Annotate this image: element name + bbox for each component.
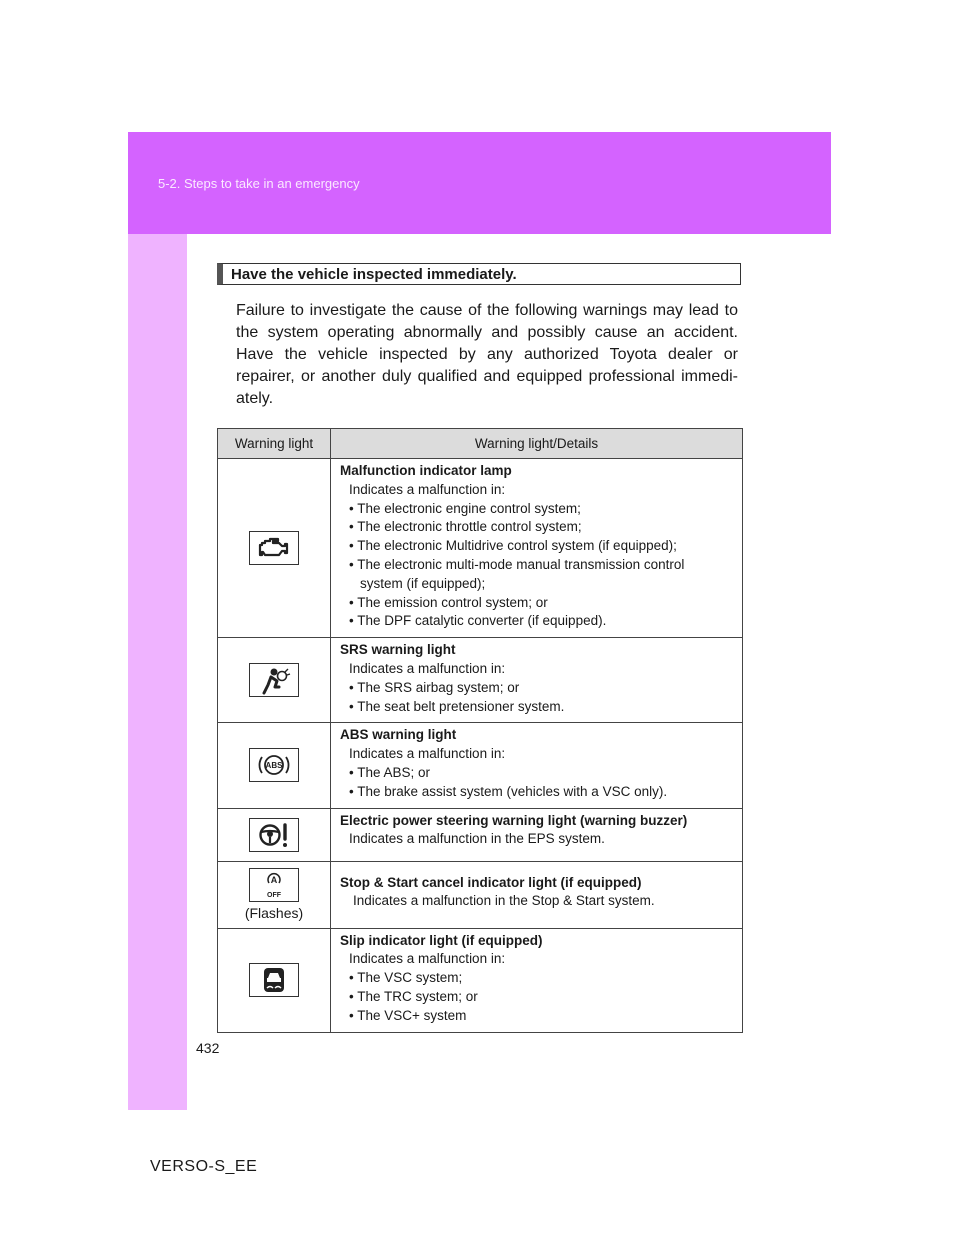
table-row (218, 459, 743, 638)
table-row (218, 638, 743, 723)
detail-line: system (if equipped); (360, 575, 486, 591)
airbag-icon (249, 663, 299, 697)
steering-warning-icon (249, 818, 299, 852)
detail-line: • The TRC system; or (349, 988, 478, 1004)
light-name: Electric power steering warning light (warning buzzer) (340, 812, 688, 828)
light-name: ABS warning light (340, 727, 457, 743)
detail-line: • The ABS; or (349, 764, 431, 780)
detail-line: • The electronic engine control system; (349, 500, 581, 516)
light-name: Slip indicator light (if equipped) (340, 932, 543, 948)
icon-cell (218, 638, 331, 723)
details-cell (331, 459, 743, 638)
table-row (218, 808, 743, 861)
icon-cell (218, 861, 331, 928)
slip-indicator-icon (249, 963, 299, 997)
details-cell (331, 723, 743, 808)
warning-light-table (217, 428, 743, 1033)
icon-cell (218, 808, 331, 861)
flashes-note: (Flashes) (244, 905, 304, 922)
icon-cell (218, 723, 331, 808)
side-band (128, 234, 187, 1110)
table-row (218, 861, 743, 928)
icon-cell (218, 928, 331, 1032)
details-cell (331, 861, 743, 928)
details-cell (331, 808, 743, 861)
icon-cell (218, 459, 331, 638)
caution-box (217, 263, 741, 285)
light-name: SRS warning light (340, 642, 456, 658)
detail-intro: Indicates a malfunction in: (349, 481, 506, 497)
detail-intro: Indicates a malfunction in the EPS system. (349, 831, 605, 847)
detail-line: • The electronic Multidrive control system (if equipped); (349, 538, 677, 554)
detail-line: • The emission control system; or (349, 594, 548, 610)
off-icon-text: OFF (267, 892, 281, 900)
table-row (218, 928, 743, 1032)
light-name: Stop & Start cancel indicator light (if equipped) (340, 874, 642, 890)
engine-icon (249, 531, 299, 565)
detail-line: • The VSC system; (349, 970, 463, 986)
detail-line: • The seat belt pretensioner system. (349, 698, 565, 714)
detail-intro: Indicates a malfunction in the Stop & Start system. (353, 893, 655, 909)
detail-intro: Indicates a malfunction in: (349, 660, 506, 676)
details-cell (331, 638, 743, 723)
stop-start-off-icon (249, 868, 299, 902)
detail-intro: Indicates a malfunction in: (349, 746, 506, 762)
caution-title: Have the vehicle inspected immediately. (231, 266, 517, 283)
page-number: 432 (196, 1040, 220, 1056)
detail-line: • The brake assist system (vehicles with a VSC only). (349, 783, 668, 799)
detail-line: • The DPF catalytic converter (if equipped). (349, 613, 607, 629)
detail-line: • The VSC+ system (349, 1007, 467, 1023)
abs-icon-text: ABS (265, 761, 283, 771)
svg-text:A: A (270, 875, 278, 886)
detail-line: • The SRS airbag system; or (349, 679, 520, 695)
abs-icon (249, 748, 299, 782)
column-header-details: Warning light/Details (331, 429, 743, 459)
breadcrumb: 5-2. Steps to take in an emergency (158, 176, 360, 191)
detail-line: • The electronic multi-mode manual transmission control (349, 556, 685, 572)
details-cell (331, 928, 743, 1032)
model-code: VERSO-S_EE (150, 1158, 258, 1175)
column-header-warning-light: Warning light (218, 429, 331, 459)
light-name: Malfunction indicator lamp (340, 463, 512, 478)
table-header-row (218, 429, 743, 459)
caution-body: Failure to investigate the cause of the following warnings may lead to the system operating abnormally and possibly cause an accident. Have the vehicle inspected by any authorized Toyota dealer or repairer, or another duly qualified and equipped professional immedi-ately. (236, 302, 738, 407)
detail-line: • The electronic throttle control system; (349, 519, 582, 535)
detail-intro: Indicates a malfunction in: (349, 951, 506, 967)
table-row (218, 723, 743, 808)
